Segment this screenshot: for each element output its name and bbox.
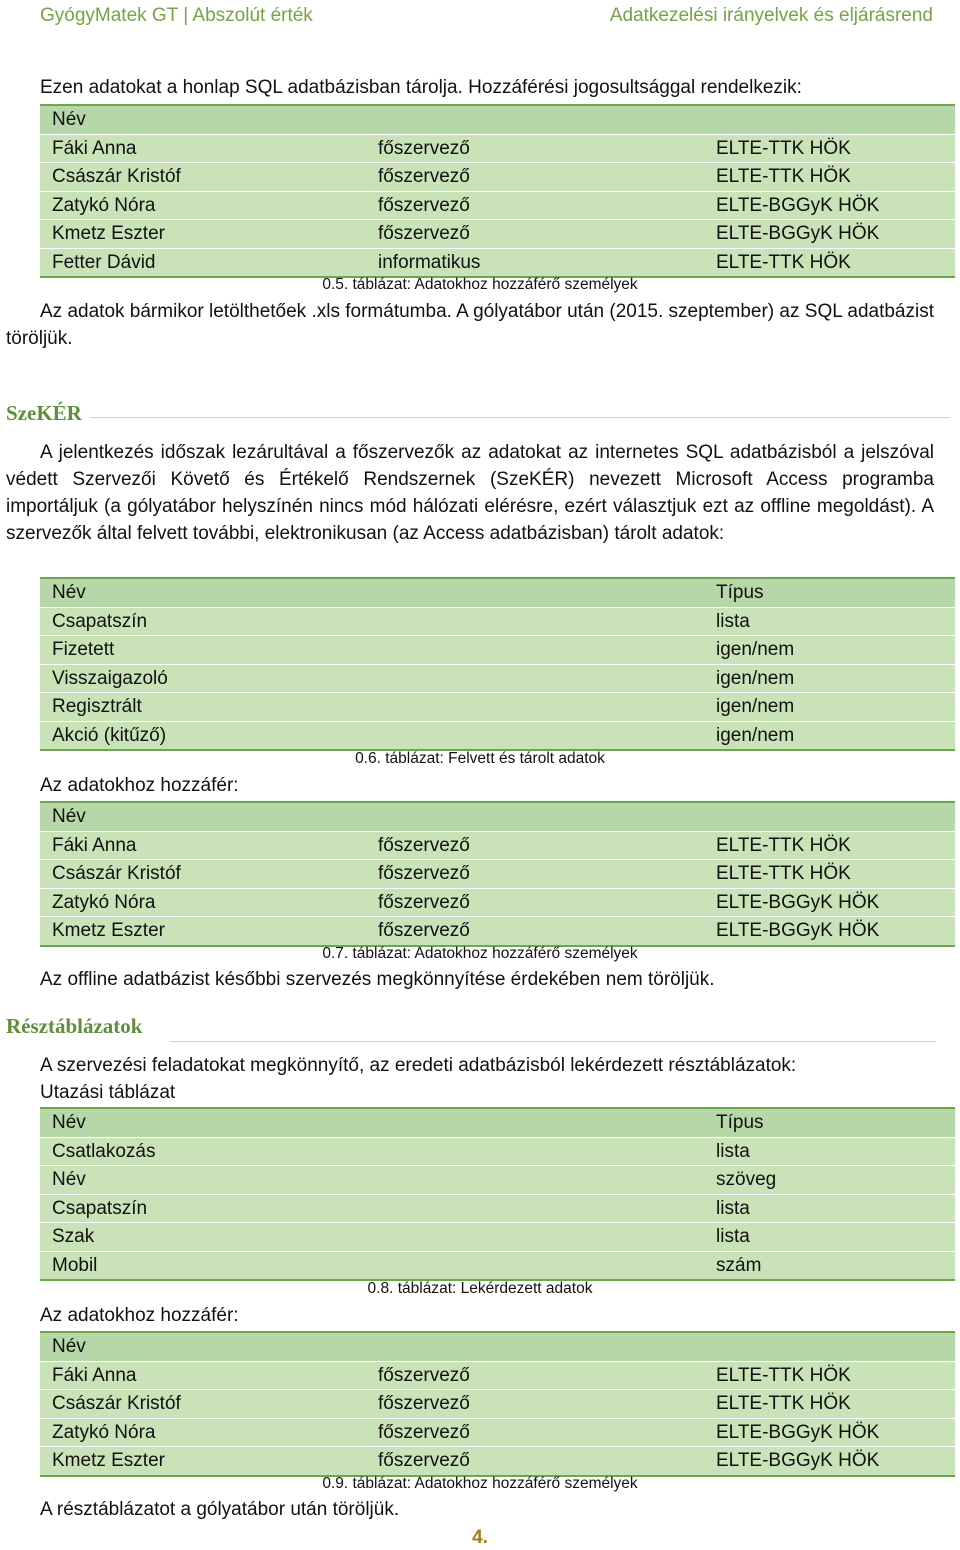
- cell-name: Fáki Anna: [52, 137, 137, 159]
- cell-name: Fáki Anna: [52, 1364, 137, 1386]
- cell-type: lista: [716, 1226, 750, 1247]
- table-row: [40, 219, 955, 248]
- cell-name: Visszaigazoló: [52, 667, 168, 689]
- cell-name: Mobil: [52, 1254, 98, 1276]
- cell-type: lista: [716, 1140, 750, 1162]
- cell-name: Zatykó Nóra: [52, 891, 156, 913]
- cell-name: Császár Kristóf: [52, 1393, 181, 1414]
- offline-text: Az offline adatbázist későbbi szervezés megkönnyítése érdekében nem töröljük.: [40, 969, 715, 990]
- table-row: [40, 664, 955, 693]
- table-row: [40, 859, 955, 888]
- col-name-header: Név: [52, 806, 86, 827]
- table-row: [40, 1389, 955, 1418]
- cell-org: ELTE-TTK HÖK: [716, 166, 851, 187]
- col-name-header: Név: [52, 582, 86, 603]
- table-header-row: [40, 577, 955, 607]
- header-section: Adatkezelési irányelvek és eljárásrend: [609, 5, 933, 26]
- table-header-row: [40, 104, 955, 134]
- cell-org: ELTE-TTK HÖK: [716, 1364, 851, 1386]
- cell-name: Zatykó Nóra: [52, 194, 156, 216]
- szeker-paragraph: [6, 439, 934, 547]
- szeker-text: A jelentkezés időszak lezárultával a főszervezők az adatokat az internetes SQL adatbázisból a jelszóval védett Szervezői Követő és Értékelő Rendszernek (SzeKÉR) nevezett Microsoft Access programba importáljuk (a gólyatábor helyszínén nincs mód hálózati elérésre, ezért választjuk ezt az offline megoldást). A szervezők által felvett további, elektronikusan (az Access adatbázisban) tárolt adatok:: [6, 442, 934, 544]
- access-label-1: Az adatokhoz hozzáfér:: [40, 775, 239, 796]
- cell-org: ELTE-BGGyK HÖK: [716, 891, 880, 913]
- cell-role: főszervező: [378, 194, 470, 216]
- table-row: [40, 162, 955, 191]
- cell-org: ELTE-TTK HÖK: [716, 251, 851, 273]
- cell-name: Fáki Anna: [52, 834, 137, 856]
- cell-role: főszervező: [378, 1393, 470, 1414]
- cell-role: főszervező: [378, 891, 470, 913]
- table-row: [40, 1165, 955, 1194]
- page-number: 4.: [472, 1527, 488, 1548]
- table-row: [40, 607, 955, 636]
- table-row: [40, 888, 955, 917]
- cell-role: főszervező: [378, 137, 470, 159]
- cell-name: Regisztrált: [52, 696, 142, 717]
- table-row: [40, 635, 955, 664]
- table-row: [40, 1418, 955, 1447]
- cell-type: lista: [716, 610, 750, 632]
- cell-role: főszervező: [378, 1364, 470, 1386]
- heading-rule: [90, 417, 950, 418]
- cell-name: Fetter Dávid: [52, 251, 156, 273]
- cell-name: Fizetett: [52, 639, 115, 660]
- table-row: [40, 1446, 955, 1477]
- table-row: [40, 1137, 955, 1166]
- cell-name: Kmetz Eszter: [52, 1450, 165, 1471]
- table-caption-6: 0.6. táblázat: Felvett és tárolt adatok: [355, 750, 605, 767]
- cell-org: ELTE-BGGyK HÖK: [716, 1450, 880, 1471]
- cell-name: Zatykó Nóra: [52, 1421, 156, 1443]
- table-row: [40, 248, 955, 279]
- query-table-8: [40, 1107, 955, 1281]
- cell-name: Akció (kitűző): [52, 724, 167, 746]
- section-heading-resztablazatok: Résztáblázatok: [6, 1014, 143, 1038]
- header-title: GyógyMatek GT | Abszolút érték: [40, 5, 313, 26]
- cell-role: főszervező: [378, 1450, 470, 1471]
- cell-type: igen/nem: [716, 696, 795, 717]
- cell-name: Kmetz Eszter: [52, 920, 165, 941]
- table-header-row: [40, 801, 955, 831]
- cell-org: ELTE-TTK HÖK: [716, 1393, 851, 1414]
- table-header-row: [40, 1331, 955, 1361]
- cell-type: lista: [716, 1197, 750, 1219]
- intro-text: Ezen adatokat a honlap SQL adatbázisban tárolja. Hozzáférési jogosultsággal rendelkezik:: [40, 77, 802, 98]
- table-row: [40, 692, 955, 721]
- table-row: [40, 916, 955, 947]
- final-text: A résztáblázatot a gólyatábor után töröljük.: [40, 1499, 400, 1520]
- heading-rule: [170, 1041, 936, 1042]
- table-row: [40, 831, 955, 860]
- cell-role: főszervező: [378, 863, 470, 884]
- cell-type: szöveg: [716, 1169, 777, 1190]
- cell-name: Név: [52, 1169, 86, 1190]
- cell-name: Csatlakozás: [52, 1140, 156, 1162]
- table-caption-5: 0.5. táblázat: Adatokhoz hozzáférő személyek: [322, 276, 638, 293]
- cell-org: ELTE-BGGyK HÖK: [716, 194, 880, 216]
- cell-org: ELTE-BGGyK HÖK: [716, 223, 880, 244]
- col-name-header: Név: [52, 1336, 86, 1357]
- cell-org: ELTE-TTK HÖK: [716, 834, 851, 856]
- download-paragraph: [6, 298, 934, 352]
- access-table-5: [40, 104, 955, 278]
- table-caption-8: 0.8. táblázat: Lekérdezett adatok: [367, 1280, 593, 1297]
- cell-org: ELTE-TTK HÖK: [716, 863, 851, 884]
- page-header: [0, 0, 960, 34]
- table-row: [40, 721, 955, 752]
- cell-name: Csapatszín: [52, 610, 148, 632]
- col-name-header: Név: [52, 109, 86, 130]
- cell-role: főszervező: [378, 223, 470, 244]
- cell-role: főszervező: [378, 1421, 470, 1443]
- utazasi-label: Utazási táblázat: [40, 1082, 176, 1103]
- cell-role: informatikus: [378, 251, 481, 273]
- cell-name: Csapatszín: [52, 1197, 148, 1219]
- cell-role: főszervező: [378, 920, 470, 941]
- cell-type: igen/nem: [716, 724, 795, 746]
- resz-text: A szervezési feladatokat megkönnyítő, az eredeti adatbázisból lekérdezett résztáblázatok:: [40, 1055, 797, 1076]
- table-caption-7: 0.7. táblázat: Adatokhoz hozzáférő személyek: [322, 945, 638, 962]
- cell-type: igen/nem: [716, 667, 795, 689]
- table-row: [40, 1251, 955, 1282]
- table-header-row: [40, 1107, 955, 1137]
- section-heading-szeker: SzeKÉR: [6, 401, 82, 425]
- table-row: [40, 1361, 955, 1390]
- download-text: Az adatok bármikor letölthetőek .xls formátumba. A gólyatábor után (2015. szeptember) az SQL adatbázist töröljük.: [6, 301, 934, 349]
- cell-role: főszervező: [378, 166, 470, 187]
- col-type-header: Típus: [716, 582, 764, 603]
- col-type-header: Típus: [716, 1112, 764, 1133]
- cell-org: ELTE-BGGyK HÖK: [716, 920, 880, 941]
- access-table-9: [40, 1331, 955, 1477]
- cell-name: Szak: [52, 1226, 95, 1247]
- cell-name: Császár Kristóf: [52, 863, 181, 884]
- cell-type: igen/nem: [716, 639, 795, 660]
- cell-name: Császár Kristóf: [52, 166, 181, 187]
- cell-role: főszervező: [378, 834, 470, 856]
- access-table-7: [40, 801, 955, 947]
- table-row: [40, 134, 955, 163]
- col-name-header: Név: [52, 1112, 86, 1133]
- access-label-2: Az adatokhoz hozzáfér:: [40, 1305, 239, 1326]
- table-row: [40, 1222, 955, 1251]
- table-row: [40, 1194, 955, 1223]
- cell-type: szám: [716, 1254, 762, 1276]
- cell-name: Kmetz Eszter: [52, 223, 165, 244]
- cell-org: ELTE-BGGyK HÖK: [716, 1421, 880, 1443]
- cell-org: ELTE-TTK HÖK: [716, 137, 851, 159]
- table-row: [40, 191, 955, 220]
- data-table-6: [40, 577, 955, 751]
- table-caption-9: 0.9. táblázat: Adatokhoz hozzáférő személyek: [322, 1475, 638, 1492]
